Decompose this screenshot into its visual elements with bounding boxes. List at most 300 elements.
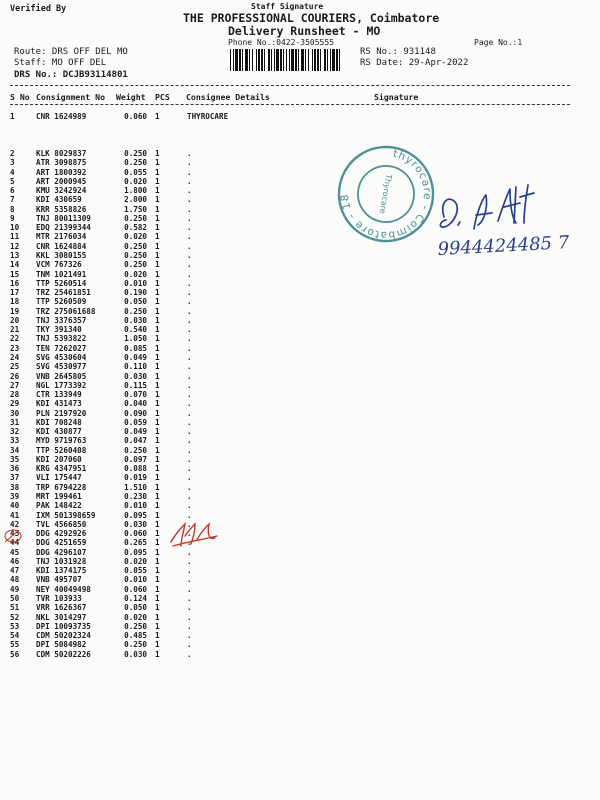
- row-weight: 0.088: [124, 464, 147, 474]
- row-weight: 0.059: [124, 417, 147, 427]
- row-consignee-details: .: [187, 417, 192, 427]
- row-consignment-number: TKY 391340: [36, 325, 82, 335]
- row-consignee-details: .: [187, 584, 192, 594]
- row-pieces: 1: [155, 362, 160, 372]
- page-title: Delivery Runsheet - MO: [228, 24, 381, 38]
- row-weight: 1.800: [124, 186, 147, 196]
- col-sno: S No: [10, 92, 30, 102]
- row-pieces: 1: [155, 612, 160, 622]
- row-consignment-number: TVL 4566850: [36, 519, 87, 529]
- row-consignee-details: .: [187, 649, 192, 659]
- row-weight: 0.060: [124, 112, 147, 121]
- row-serial-number: 33: [10, 436, 20, 446]
- row-consignee-details: THYROCARE: [187, 112, 229, 121]
- row-pieces: 1: [155, 288, 160, 297]
- row-consignment-number: DDG 4292926: [36, 529, 87, 539]
- row-consignment-number: MTR 2176034: [36, 232, 87, 242]
- row-pieces: 1: [155, 649, 160, 659]
- row-consignee-details: .: [187, 390, 192, 399]
- row-consignment-number: KKL 3080155: [36, 251, 87, 260]
- row-pieces: 1: [155, 195, 160, 205]
- row-consignment-number: MRT 199461: [36, 492, 82, 501]
- row-consignee-details: .: [187, 195, 192, 205]
- row-consignment-number: CDM 50202324: [36, 631, 91, 640]
- row-consignee-details: .: [187, 436, 192, 446]
- row-consignee-details: .: [187, 399, 192, 409]
- row-consignment-number: TTP 5260514: [36, 278, 87, 288]
- row-consignee-details: .: [187, 176, 192, 186]
- row-consignee-details: .: [187, 269, 192, 279]
- row-consignee-details: .: [187, 371, 192, 381]
- row-weight: 0.049: [124, 427, 147, 437]
- row-weight: 0.020: [124, 556, 147, 566]
- row-serial-number: 45: [10, 547, 20, 557]
- row-weight: 0.085: [124, 343, 147, 353]
- row-serial-number: 30: [10, 408, 20, 418]
- row-pieces: 1: [155, 112, 160, 121]
- row-pieces: 1: [155, 343, 160, 353]
- row-consignment-number: NKL 3014297: [36, 612, 87, 622]
- row-pieces: 1: [155, 380, 160, 390]
- row-serial-number: 11: [10, 232, 20, 242]
- row-serial-number: 6: [10, 186, 15, 196]
- phone-scribble: [437, 232, 570, 260]
- row-serial-number: 29: [10, 399, 20, 409]
- row-serial-number: 55: [10, 640, 20, 650]
- row-weight: 0.050: [124, 297, 147, 307]
- row-serial-number: 27: [10, 380, 20, 390]
- row-weight: 0.250: [124, 445, 147, 455]
- row-serial-number: 2: [10, 149, 15, 158]
- row-serial-number: 19: [10, 306, 20, 316]
- row-consignee-details: .: [187, 325, 192, 335]
- row-consignee-details: .: [187, 232, 192, 242]
- row-weight: 0.250: [124, 621, 147, 631]
- row-pieces: 1: [155, 167, 160, 177]
- row-weight: 1.050: [124, 334, 147, 344]
- row-consignment-number: VNB 495707: [36, 575, 82, 585]
- row-consignee-details: .: [187, 556, 192, 566]
- row-consignee-details: .: [187, 640, 192, 650]
- row-pieces: 1: [155, 529, 160, 539]
- row-serial-number: 14: [10, 260, 20, 270]
- row-serial-number: 28: [10, 390, 20, 399]
- handwritten-initials: [167, 520, 219, 552]
- row-serial-number: 15: [10, 269, 20, 279]
- verified-by-label: Verified By: [10, 4, 67, 14]
- row-pieces: 1: [155, 621, 160, 631]
- row-serial-number: 39: [10, 492, 20, 501]
- row-consignee-details: .: [187, 213, 192, 223]
- row-consignee-details: .: [187, 149, 192, 158]
- row-serial-number: 37: [10, 473, 20, 483]
- row-serial-number: 32: [10, 427, 20, 437]
- row-pieces: 1: [155, 232, 160, 242]
- row-serial-number: 31: [10, 417, 20, 427]
- row-mark-circle: [3, 528, 23, 544]
- row-consignment-number: IXM 501398659: [36, 510, 96, 520]
- row-serial-number: 13: [10, 251, 20, 260]
- row-serial-number: 16: [10, 278, 20, 288]
- row-serial-number: 47: [10, 566, 20, 576]
- row-weight: 2.000: [124, 195, 147, 205]
- row-pieces: 1: [155, 204, 160, 214]
- row-serial-number: 53: [10, 621, 20, 631]
- row-consignee-details: .: [187, 408, 192, 418]
- row-pieces: 1: [155, 251, 160, 260]
- row-serial-number: 17: [10, 288, 20, 297]
- row-serial-number: 56: [10, 649, 20, 659]
- row-consignment-number: TNJ 3376357: [36, 315, 87, 325]
- row-pieces: 1: [155, 501, 160, 511]
- row-weight: 0.055: [124, 566, 147, 576]
- row-consignee-details: .: [187, 454, 192, 464]
- row-consignment-number: KDI 431473: [36, 399, 82, 409]
- row-consignee-details: .: [187, 482, 192, 492]
- row-consignment-number: NGL 1773392: [36, 380, 87, 390]
- row-consignment-number: KDI 708248: [36, 417, 82, 427]
- row-serial-number: 41: [10, 510, 20, 520]
- row-consignment-number: KMU 3242924: [36, 186, 87, 196]
- row-consignee-details: .: [187, 464, 192, 474]
- rs-number: RS No.: 931148: [360, 47, 436, 57]
- row-pieces: 1: [155, 334, 160, 344]
- row-consignment-number: CNR 1624884: [36, 241, 87, 251]
- row-serial-number: 49: [10, 584, 20, 594]
- row-weight: 0.020: [124, 232, 147, 242]
- row-consignee-details: .: [187, 167, 192, 177]
- col-weight: Weight: [116, 92, 146, 102]
- row-weight: 0.097: [124, 454, 147, 464]
- row-pieces: 1: [155, 149, 160, 158]
- row-pieces: 1: [155, 454, 160, 464]
- table-row: [0, 650, 600, 660]
- row-pieces: 1: [155, 269, 160, 279]
- row-consignment-number: TNM 1021491: [36, 269, 87, 279]
- row-consignment-number: DPI 10093735: [36, 621, 91, 631]
- row-consignment-number: TTP 5260408: [36, 445, 87, 455]
- row-serial-number: 10: [10, 223, 20, 233]
- row-serial-number: 3: [10, 158, 15, 168]
- row-consignee-details: .: [187, 538, 192, 548]
- row-weight: 0.049: [124, 352, 147, 362]
- row-weight: 1.750: [124, 204, 147, 214]
- row-consignment-number: EDQ 21399344: [36, 223, 91, 233]
- row-pieces: 1: [155, 603, 160, 613]
- thyrocare-stamp: [332, 140, 440, 248]
- row-pieces: 1: [155, 306, 160, 316]
- row-consignment-number: CNR 1624989: [36, 112, 87, 121]
- row-consignee-details: .: [187, 241, 192, 251]
- row-pieces: 1: [155, 315, 160, 325]
- row-consignment-number: TNJ 80011309: [36, 213, 91, 223]
- row-pieces: 1: [155, 352, 160, 362]
- row-pieces: 1: [155, 547, 160, 557]
- row-weight: 0.190: [124, 288, 147, 297]
- row-weight: 0.124: [124, 594, 147, 603]
- row-consignment-number: ART 1800392: [36, 167, 87, 177]
- row-consignment-number: DPI 5084982: [36, 640, 87, 650]
- row-consignment-number: SVG 4530604: [36, 352, 87, 362]
- row-weight: 0.050: [124, 603, 147, 613]
- row-consignment-number: KDI 430877: [36, 427, 82, 437]
- row-weight: 0.250: [124, 241, 147, 251]
- row-serial-number: 26: [10, 371, 20, 381]
- row-serial-number: 23: [10, 343, 20, 353]
- row-serial-number: 43: [10, 529, 20, 539]
- row-consignment-number: KRG 4347951: [36, 464, 87, 474]
- row-serial-number: 20: [10, 315, 20, 325]
- row-pieces: 1: [155, 278, 160, 288]
- row-consignee-details: .: [187, 529, 192, 539]
- row-weight: 0.019: [124, 473, 147, 483]
- row-consignment-number: NEY 40049498: [36, 584, 91, 594]
- row-consignee-details: .: [187, 158, 192, 168]
- row-weight: 0.090: [124, 408, 147, 418]
- row-weight: 0.010: [124, 278, 147, 288]
- row-pieces: 1: [155, 399, 160, 409]
- row-serial-number: 42: [10, 519, 20, 529]
- row-consignment-number: TRP 6794228: [36, 482, 87, 492]
- row-serial-number: 25: [10, 362, 20, 372]
- row-consignment-number: KRR 5358826: [36, 204, 87, 214]
- row-pieces: 1: [155, 436, 160, 446]
- row-weight: 0.047: [124, 436, 147, 446]
- row-consignment-number: VRR 1626367: [36, 603, 87, 613]
- row-consignment-number: KLK 8029837: [36, 149, 87, 158]
- row-pieces: 1: [155, 482, 160, 492]
- row-pieces: 1: [155, 158, 160, 168]
- row-pieces: 1: [155, 325, 160, 335]
- row-pieces: 1: [155, 464, 160, 474]
- row-weight: 0.265: [124, 538, 147, 548]
- row-consignee-details: .: [187, 297, 192, 307]
- row-consignee-details: .: [187, 445, 192, 455]
- row-consignee-details: .: [187, 380, 192, 390]
- row-serial-number: 18: [10, 297, 20, 307]
- drs-number: DRS No.: DCJB93114801: [14, 70, 128, 80]
- row-pieces: 1: [155, 390, 160, 399]
- row-consignee-details: .: [187, 473, 192, 483]
- row-consignee-details: .: [187, 362, 192, 372]
- row-consignment-number: TRZ 275061688: [36, 306, 96, 316]
- row-consignee-details: .: [187, 492, 192, 501]
- row-consignee-details: .: [187, 519, 192, 529]
- row-serial-number: 1: [10, 112, 15, 121]
- row-consignee-details: .: [187, 575, 192, 585]
- row-pieces: 1: [155, 445, 160, 455]
- row-serial-number: 21: [10, 325, 20, 335]
- row-consignment-number: MYD 9719763: [36, 436, 87, 446]
- row-consignment-number: TVR 103933: [36, 594, 82, 603]
- row-consignee-details: .: [187, 594, 192, 603]
- row-serial-number: 50: [10, 594, 20, 603]
- row-weight: 0.110: [124, 362, 147, 372]
- row-weight: 0.540: [124, 325, 147, 335]
- row-consignee-details: .: [187, 288, 192, 297]
- row-consignment-number: KDI 430659: [36, 195, 82, 205]
- row-pieces: 1: [155, 510, 160, 520]
- row-consignee-details: .: [187, 427, 192, 437]
- table-row: [0, 112, 600, 122]
- row-pieces: 1: [155, 640, 160, 650]
- row-pieces: 1: [155, 260, 160, 270]
- row-weight: 0.230: [124, 492, 147, 501]
- row-consignment-number: DDG 4296107: [36, 547, 87, 557]
- row-pieces: 1: [155, 241, 160, 251]
- row-consignee-details: .: [187, 603, 192, 613]
- row-serial-number: 40: [10, 501, 20, 511]
- row-consignee-details: .: [187, 566, 192, 576]
- row-pieces: 1: [155, 631, 160, 640]
- row-weight: 0.485: [124, 631, 147, 640]
- rs-date: RS Date: 29-Apr-2022: [360, 58, 469, 68]
- phone-number: Phone No.:0422-3505555: [228, 38, 334, 47]
- row-pieces: 1: [155, 213, 160, 223]
- row-consignee-details: .: [187, 186, 192, 196]
- row-serial-number: 52: [10, 612, 20, 622]
- row-consignment-number: TRZ 25461851: [36, 288, 91, 297]
- row-weight: 0.020: [124, 269, 147, 279]
- row-weight: 0.030: [124, 371, 147, 381]
- stamp-outer-text: thyrocare - Coimbatore - 18: [338, 147, 434, 242]
- page-number: Page No.:1: [474, 38, 523, 47]
- row-serial-number: 9: [10, 213, 15, 223]
- row-consignee-details: .: [187, 547, 192, 557]
- row-serial-number: 48: [10, 575, 20, 585]
- row-weight: 0.115: [124, 380, 147, 390]
- row-consignee-details: .: [187, 278, 192, 288]
- row-consignee-details: .: [187, 223, 192, 233]
- row-consignment-number: PAK 148422: [36, 501, 82, 511]
- company-name: THE PROFESSIONAL COURIERS, Coimbatore: [183, 11, 440, 25]
- row-weight: 0.030: [124, 649, 147, 659]
- row-weight: 0.250: [124, 158, 147, 168]
- row-consignee-details: .: [187, 251, 192, 260]
- row-weight: 0.250: [124, 149, 147, 158]
- row-pieces: 1: [155, 575, 160, 585]
- row-serial-number: 22: [10, 334, 20, 344]
- row-serial-number: 8: [10, 204, 15, 214]
- row-serial-number: 51: [10, 603, 20, 613]
- row-weight: 0.010: [124, 501, 147, 511]
- row-pieces: 1: [155, 186, 160, 196]
- row-weight: 0.020: [124, 176, 147, 186]
- row-consignee-details: .: [187, 501, 192, 511]
- row-pieces: 1: [155, 519, 160, 529]
- row-pieces: 1: [155, 473, 160, 483]
- row-consignment-number: KDI 1374175: [36, 566, 87, 576]
- row-weight: 0.250: [124, 251, 147, 260]
- row-consignment-number: PLN 2197920: [36, 408, 87, 418]
- row-weight: 0.250: [124, 306, 147, 316]
- row-consignee-details: .: [187, 621, 192, 631]
- row-weight: 0.095: [124, 510, 147, 520]
- row-pieces: 1: [155, 297, 160, 307]
- route-field: Route: DRS OFF DEL MO: [14, 47, 128, 57]
- row-pieces: 1: [155, 427, 160, 437]
- row-weight: 0.250: [124, 213, 147, 223]
- row-pieces: 1: [155, 492, 160, 501]
- row-consignment-number: DDG 4251659: [36, 538, 87, 548]
- row-weight: 0.030: [124, 315, 147, 325]
- row-weight: 0.040: [124, 399, 147, 409]
- row-consignee-details: .: [187, 334, 192, 344]
- row-consignment-number: SVG 4530977: [36, 362, 87, 372]
- row-consignee-details: .: [187, 260, 192, 270]
- row-consignee-details: .: [187, 315, 192, 325]
- row-consignee-details: .: [187, 343, 192, 353]
- row-consignment-number: VCM 767326: [36, 260, 82, 270]
- row-pieces: 1: [155, 566, 160, 576]
- row-consignment-number: ATR 3098875: [36, 158, 87, 168]
- row-consignment-number: ART 2000945: [36, 176, 87, 186]
- row-weight: 0.055: [124, 167, 147, 177]
- row-consignment-number: KDI 207060: [36, 454, 82, 464]
- row-consignee-details: .: [187, 204, 192, 214]
- row-weight: 0.060: [124, 529, 147, 539]
- row-consignee-details: .: [187, 306, 192, 316]
- staff-field: Staff: MO OFF DEL: [14, 58, 107, 68]
- row-consignee-details: .: [187, 612, 192, 622]
- row-pieces: 1: [155, 594, 160, 603]
- row-consignment-number: TEN 7262027: [36, 343, 87, 353]
- row-weight: 1.510: [124, 482, 147, 492]
- row-consignment-number: VLI 175447: [36, 473, 82, 483]
- row-serial-number: 34: [10, 445, 20, 455]
- row-pieces: 1: [155, 223, 160, 233]
- row-weight: 0.095: [124, 547, 147, 557]
- row-consignment-number: TNJ 5393822: [36, 334, 87, 344]
- row-serial-number: 4: [10, 167, 15, 177]
- row-serial-number: 38: [10, 482, 20, 492]
- row-consignment-number: TTP 5260509: [36, 297, 87, 307]
- row-weight: 0.030: [124, 519, 147, 529]
- col-signature: Signature: [374, 92, 419, 102]
- row-pieces: 1: [155, 371, 160, 381]
- row-serial-number: 54: [10, 631, 20, 640]
- row-weight: 0.020: [124, 612, 147, 622]
- row-pieces: 1: [155, 538, 160, 548]
- row-weight: 0.070: [124, 390, 147, 399]
- row-consignment-number: CTR 133949: [36, 390, 82, 399]
- row-consignee-details: .: [187, 352, 192, 362]
- row-weight: 0.060: [124, 584, 147, 594]
- row-pieces: 1: [155, 584, 160, 594]
- row-serial-number: 44: [10, 538, 20, 548]
- row-serial-number: 36: [10, 464, 20, 474]
- stamp-inner-text: Thyrocare: [377, 173, 394, 215]
- row-consignment-number: CDM 50202226: [36, 649, 91, 659]
- staff-signature-label: Staff Signature: [251, 2, 324, 11]
- col-pcs: PCS: [155, 92, 170, 102]
- row-serial-number: 12: [10, 241, 20, 251]
- row-consignment-number: VNB 2645805: [36, 371, 87, 381]
- row-weight: 0.582: [124, 223, 147, 233]
- row-pieces: 1: [155, 176, 160, 186]
- row-consignee-details: .: [187, 510, 192, 520]
- row-weight: 0.010: [124, 575, 147, 585]
- row-serial-number: 5: [10, 176, 15, 186]
- row-weight: 0.250: [124, 260, 147, 270]
- row-pieces: 1: [155, 408, 160, 418]
- row-serial-number: 35: [10, 454, 20, 464]
- row-consignment-number: TNJ 1031928: [36, 556, 87, 566]
- row-serial-number: 7: [10, 195, 15, 205]
- row-pieces: 1: [155, 417, 160, 427]
- row-serial-number: 24: [10, 352, 20, 362]
- row-weight: 0.250: [124, 640, 147, 650]
